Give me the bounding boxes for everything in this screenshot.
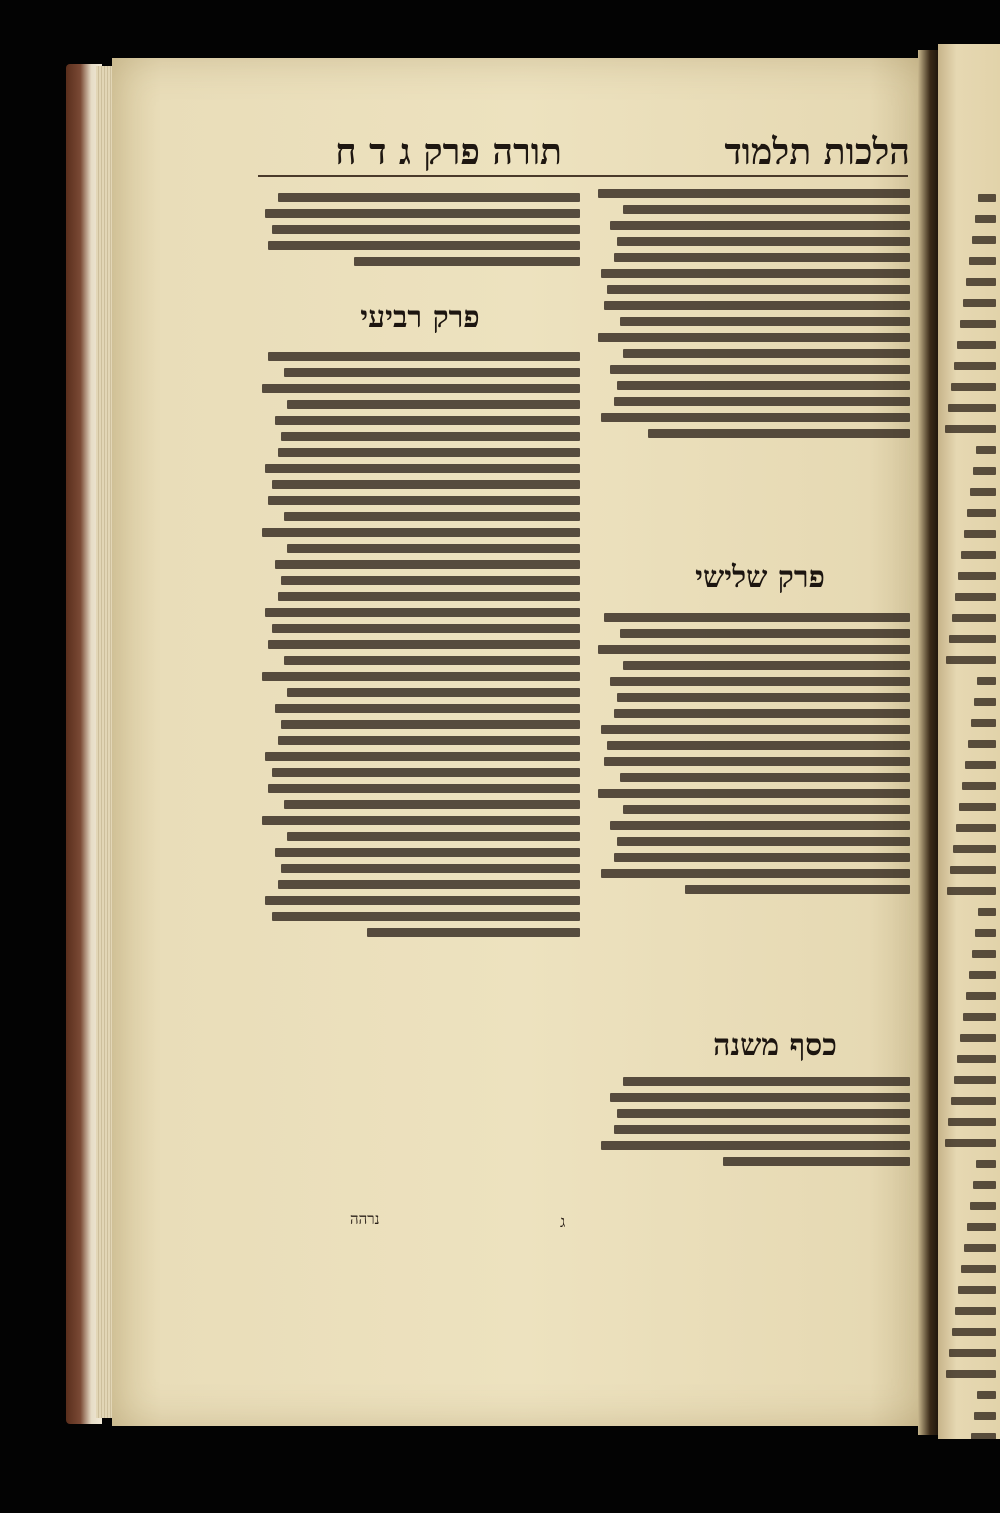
facing-page-text-line [974,1412,996,1420]
text-line [265,896,580,905]
facing-page-text-line [962,782,996,790]
text-line [287,544,580,553]
facing-page-text-line [960,1034,996,1042]
facing-page-text-line [951,383,996,391]
text-line [272,768,580,777]
text-line [281,864,580,873]
facing-page-text-line [948,1118,996,1126]
text-line [607,285,910,294]
facing-page-text-line [956,824,996,832]
running-head-right: הלכות תלמוד [724,131,910,173]
facing-page-edge [938,44,1000,1439]
text-line [598,645,910,654]
text-line [623,805,910,814]
facing-page-text-line [958,572,996,580]
text-line [614,1125,910,1134]
text-line [272,480,580,489]
facing-page-text-line [966,992,996,1000]
facing-page-text-line [969,257,996,265]
text-line [617,381,910,390]
facing-page-text-line [966,278,996,286]
text-line [598,789,910,798]
facing-page-text-line [949,635,996,643]
text-line [598,333,910,342]
text-line [262,816,580,825]
text-line [287,832,580,841]
text-line [623,349,910,358]
text-line [268,496,580,505]
facing-page-text-line [958,1286,996,1294]
facing-page-text-line [952,614,996,622]
text-line [272,624,580,633]
text-line [614,709,910,718]
facing-page-text-line [955,593,996,601]
facing-page-text-line [973,1181,996,1189]
text-line [648,429,910,438]
facing-page-text-line [976,446,996,454]
facing-page-text-line [976,1160,996,1168]
text-line [614,397,910,406]
book-gutter [918,50,940,1435]
facing-page-text-line [950,866,996,874]
facing-page-text-line [975,929,996,937]
facing-page-text-line [965,761,996,769]
text-line [610,821,910,830]
facing-page-text-line [973,467,996,475]
text-line [604,757,910,766]
text-line [610,365,910,374]
facing-page-text-line [961,1265,996,1273]
facing-page-text-line [959,803,996,811]
facing-page-text-line [968,740,996,748]
text-line [598,189,910,198]
text-line [278,880,580,889]
text-line [610,1093,910,1102]
facing-page-text-line [970,488,996,496]
text-line [284,368,580,377]
text-line [262,672,580,681]
text-line [268,640,580,649]
text-line [617,693,910,702]
facing-page-text-line [961,551,996,559]
facing-page-text-line [963,1013,996,1021]
facing-page-text-line [960,320,996,328]
facing-page-text-line [977,677,996,685]
facing-page-text-line [972,236,996,244]
facing-page-text-line [955,1307,996,1315]
text-line [278,448,580,457]
text-line [614,253,910,262]
text-line [601,725,910,734]
facing-page-text-line [971,719,996,727]
facing-page-text-line [947,887,996,895]
running-head-left: תורה פרק ג ד ח [335,131,562,173]
text-line [284,656,580,665]
text-line [617,237,910,246]
text-line [272,225,580,234]
text-line [620,317,910,326]
text-line [620,773,910,782]
text-line [265,464,580,473]
facing-page-text-line [946,656,996,664]
catchword: נרהה [350,1210,380,1228]
left-column-top-text [262,186,580,294]
text-line [623,205,910,214]
text-line [610,221,910,230]
text-line [685,885,910,894]
text-line [268,784,580,793]
text-line [278,736,580,745]
kesef-mishneh-heading: כסף משנה [713,1028,837,1063]
text-line [623,661,910,670]
text-line [287,400,580,409]
facing-page-text-line [972,950,996,958]
text-line [601,1141,910,1150]
facing-page-text-line [971,1433,996,1439]
text-line [604,301,910,310]
text-line [284,512,580,521]
facing-page-text-line [964,1244,996,1252]
facing-page-text-line [957,1055,996,1063]
facing-page-text-line [975,215,996,223]
text-line [262,528,580,537]
text-line [275,704,580,713]
facing-page-text-line [978,908,996,916]
text-line [268,352,580,361]
facing-page-text-line [957,341,996,349]
text-line [278,193,580,202]
text-line [601,269,910,278]
facing-page-text-line [974,698,996,706]
text-line [601,413,910,422]
text-line [617,837,910,846]
facing-page-text-line [945,1139,996,1147]
facing-page-text-line [969,971,996,979]
facing-page-text-line [946,1370,996,1378]
right-column-bottom-text [598,1070,910,1210]
facing-page-text-line [978,194,996,202]
text-line [281,432,580,441]
facing-page-text-line [951,1097,996,1105]
text-line [265,209,580,218]
text-line [265,608,580,617]
facing-page-text-line [970,1202,996,1210]
page-number: ג [560,1212,566,1231]
right-column-middle-text [598,606,910,1016]
facing-page-text-line [967,509,996,517]
text-line [284,800,580,809]
text-line [275,416,580,425]
text-line [275,848,580,857]
text-line [601,869,910,878]
text-line [354,257,580,266]
text-line [604,613,910,622]
text-line [614,853,910,862]
text-line [287,688,580,697]
text-line [607,741,910,750]
text-line [265,752,580,761]
facing-page-text-line [954,362,996,370]
text-line [281,576,580,585]
facing-page-text-line [977,1391,996,1399]
text-line [623,1077,910,1086]
text-line [281,720,580,729]
text-line [268,241,580,250]
text-line [275,560,580,569]
facing-page-text-line [953,845,996,853]
left-column-main-text [262,345,580,1200]
text-line [617,1109,910,1118]
text-line [367,928,580,937]
facing-page-text-line [963,299,996,307]
text-line [272,912,580,921]
facing-page-text-line [954,1076,996,1084]
right-column-top-text [598,182,910,554]
chapter-3-heading: פרק שלישי [695,560,825,595]
facing-page-text-line [967,1223,996,1231]
facing-page-text-line [952,1328,996,1336]
text-line [723,1157,910,1166]
chapter-4-heading: פרק רביעי [360,300,480,335]
facing-page-text-line [948,404,996,412]
facing-page-text-line [945,425,996,433]
facing-page-text-line [964,530,996,538]
facing-page-text-line [949,1349,996,1357]
header-rule [258,175,908,177]
text-line [262,384,580,393]
text-line [620,629,910,638]
text-line [610,677,910,686]
text-line [278,592,580,601]
